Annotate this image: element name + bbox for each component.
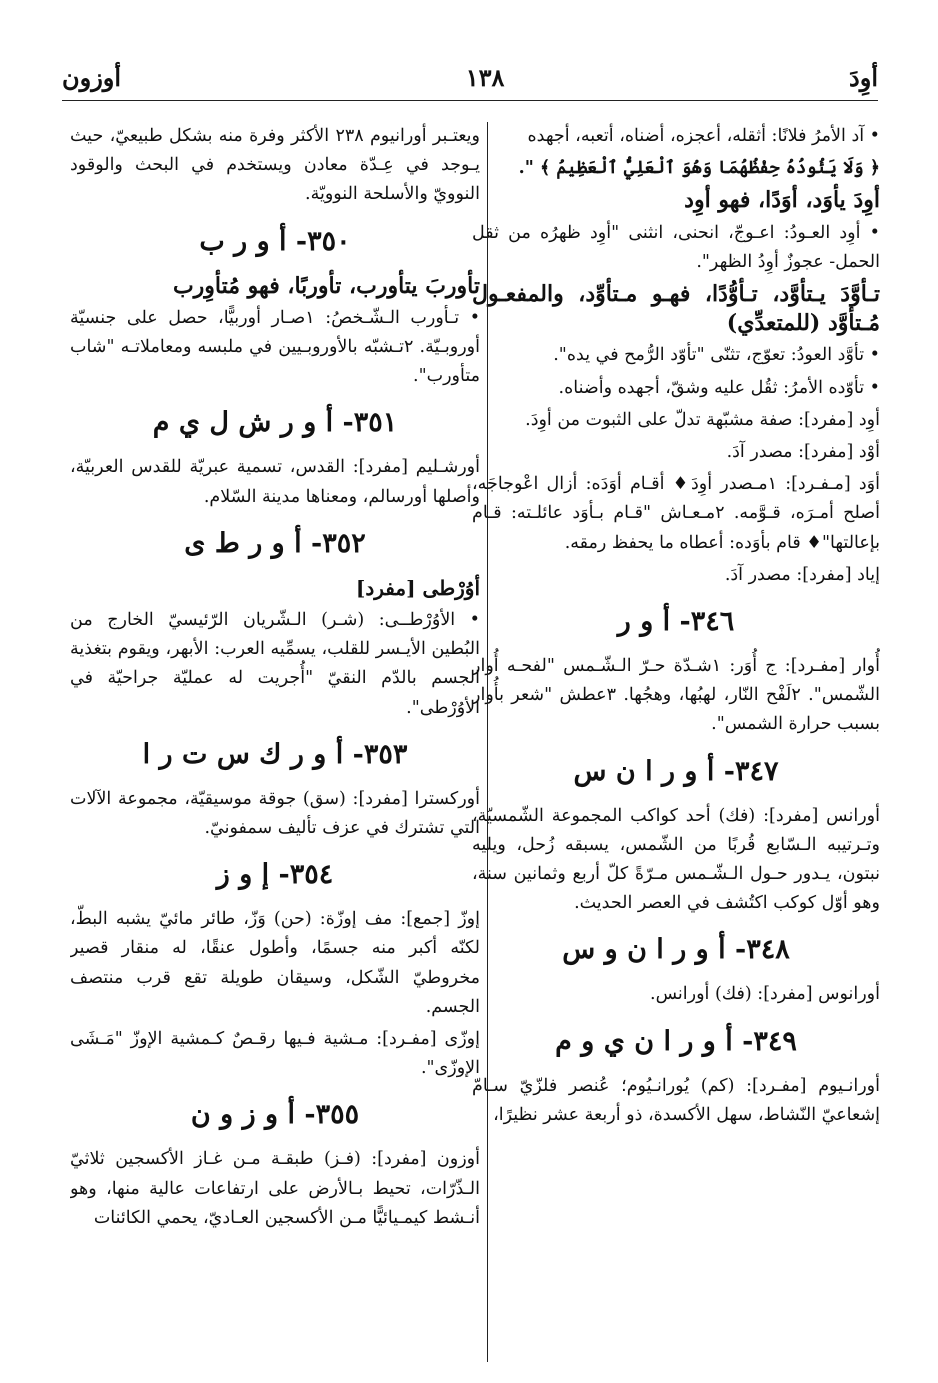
page-header: [62, 54, 878, 101]
section-heading-350: ٣٥٠- أ و ر ب: [199, 225, 351, 257]
entry-line: أوزون [مفرد]: (فـز) طبقـة مـن غـاز الأكسجين ثلاثيّ الـذّرّات، تحيط بـالأرض على ارتفاعات عالية منها، وهو أنـشط كيمـيائيًّا مـن الأكسجين العـاديّ، يحمي الكائنات: [70, 1149, 480, 1228]
entry-line: أوَد [مـفـرد]: ١مـصدر أوِدَ♦ أقـام أوَدَه: أزال اعْوجاجَه، أصلح أمـرَه، قـوَّمه. ٢مـعـاش "قـام بـأوَد عائلـته: قـام بإعالتها"♦ قام بأوَده: أعطاه ما يحفظ رمقه.: [472, 474, 880, 553]
verb-headword: تأوربَ يتأورب، تأوربًا، فهو مُتأوِرب: [172, 272, 480, 299]
section-heading-354: ٣٥٤- إ و ز: [216, 859, 334, 891]
page-number: ١٣٨: [465, 62, 505, 92]
headword: أوُرْطى [مفرد]: [355, 575, 480, 600]
verb-headword: أوِدَ يأوَد، أوَدًا، فهو أوِد: [684, 187, 880, 214]
left-column: [70, 122, 480, 1362]
entry-line: أوْد [مفرد]: مصدر آدَ.: [726, 442, 880, 463]
right-column: [472, 122, 880, 1362]
entry-line: ويعتـبر أورانيوم ٢٣٨ الأكثر وفرة منه بشكل طبيعيّ، حيث يـوجد في عِـدّة معادن ويستخدم في البحث والوقود النوويّ والأسلحة النوويّة.: [70, 126, 480, 205]
entry-line: أورانس [مفرد]: (فك) أحد كواكب المجموعة الشّمسيّة، وتـرتيبه الـسّابع قُربًا من الشّمس، يسبقه زُحل، ويليه نبتون، يـدور حـول الـشّـمس مـرّةً كلّ أربع وثمانين سنة، وهو أوّل كوكب اكتُشف في العصر الحديث.: [472, 805, 880, 914]
section-heading-347: ٣٤٧- أ و ر ا ن س: [573, 755, 779, 787]
section-heading-349: ٣٤٩- أ و ر ا ن ي و م: [555, 1025, 797, 1057]
entry-line: • تأوّده الأمرُ: ثقُل عليه وشقّ، أجهده وأضناه.: [472, 374, 880, 403]
header-left-word: أوزون: [62, 62, 122, 92]
entry-line: • أوِد العـودُ: اعـوجّ، انحنى، انثنى "أوِد ظهرُه من ثقل الحمل- عجوزٌ أوِدُ الظهر".: [472, 219, 880, 277]
section-heading-355: ٣٥٥- أ و ز و ن: [190, 1099, 360, 1131]
header-right-word: أوِدَ: [849, 62, 878, 92]
section-heading-351: ٣٥١- أ و ر ش ل ي م: [152, 407, 398, 439]
section-heading-353: ٣٥٣- أ و ر ك س ت ر ا: [142, 738, 408, 770]
entry-line: • الأوُرْطــى: (شـر) الـشّريان الرّئيسيّ الخارج من البُطين الأيـسر للقلب، يسمِّيه العرب: الأبهر، ويقوم بتغذية الجسم بالدّم النقيّ "أُجريت له عمليّة جراحيّة في الأوُرْطى".: [70, 606, 480, 723]
section-heading-348: ٣٤٨- أ و ر ا ن و س: [562, 934, 790, 966]
entry-line: أُوار [مفـرد]: ج أُوَر: ١شـدّة حـرّ الـشّـمس "لفحـه أُوار الشّمس". ٢لَفْح النّار، لهبُها، وهجُها. ٣عطش "شعر بأُوار بسبب حرارة الشمس".: [472, 656, 880, 735]
column-divider: [487, 122, 488, 1362]
entry-line: إوزّ [جمع]: مف إوزّة: (حن) وَزّ، طائر مائيّ يشبه البطّ، لكنّه أكبر منه جسمًا، وأطول عنقًا، له منقار قصير مخروطيّ الشّكل، وسيقان طويلة تقع قرب منتصف الجسم.: [70, 909, 480, 1017]
verb-headword: تـأوَّدَ يـتأوَّد، تـأوُّدًا، فهـو مـتأوِّد، والمفعـول مُـتأوَّد (للمتعدِّي): [472, 281, 880, 337]
section-heading-346: ٣٤٦- أ و ر: [617, 606, 735, 638]
entry-line: أوركسترا [مفرد]: (سق) جوقة موسيقيّة، مجموعة الآلات التي تشترك في عزف تأليف سمفونيّ.: [70, 788, 480, 839]
section-heading-352: ٣٥٢- أ و ر ط ى: [184, 527, 366, 559]
entry-line: أوِد [مفرد]: صفة مشبّهة تدلّ على الثبوت من أوِدَ.: [525, 409, 880, 430]
entry-line: • تأوَّد العودُ: تعوّج، تثنّى "تأوّد الرُّمح في يده".: [472, 341, 880, 370]
entry-line: أورشـليم [مفرد]: القدس، تسمية عبريّة للقدس العربيّة، وأصلها أورسالم، ومعناها مدينة السّلام.: [70, 457, 480, 507]
entry-line: أورانوس [مفرد]: (فك) أورانس.: [650, 984, 880, 1005]
entry-line: إوزّى [مفـرد]: مـشية فـيها رقـصٌ كـمشية الإوزّ "مَـشَى الإوزّى".: [70, 1029, 480, 1079]
entry-line: • آد الأمرُ فلانًا: أثقله، أعجزه، أضناه، أتعبه، أجهده: [472, 122, 880, 151]
entry-line: • تـأورب الـشّـخصُ: ١صـار أوربيًّا، حصل على جنسيّة أوروبـيّة. ٢تـشبّه بالأوروبـيين في ملبسه ومعاملاتـه "شاب متأورب".: [70, 304, 480, 392]
quran-verse: ﴿ وَلَا يَئُودُهُ حِفْظُهُمَا وَهُوَ ٱلْعَلِيُّ ٱلْعَظِيمُ ﴾ ".: [518, 158, 880, 179]
entry-line: إياد [مفرد]: مصدر آدَ.: [724, 564, 880, 585]
entry-line: أورانـيوم [مفـرد]: (كم) يُورانـيُوم؛ عُنصر فلزّيّ سـامّ إشعاعيّ النّشاط، سهل الأكسدة، ذو أربعة عشر نظيرًا،: [472, 1075, 880, 1125]
